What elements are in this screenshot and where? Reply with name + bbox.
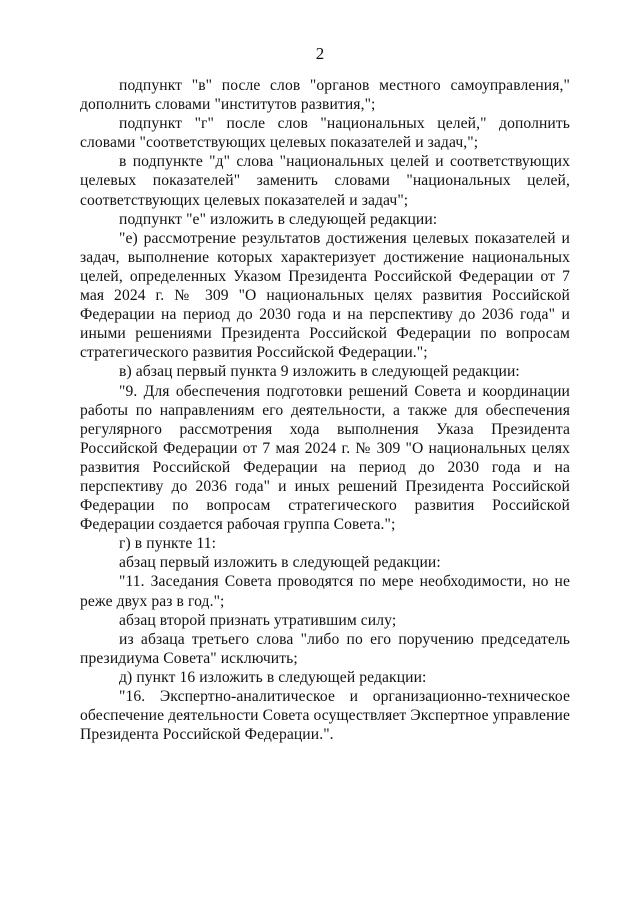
paragraph-subpoint-d: в подпункте "д" слова "национальных целей и соответствующих целевых показателей" заменить словами "национальных целей, соответствующих целевых показателей и задач"; <box>80 153 570 209</box>
paragraph-third-abzac: из абзаца третьего слова "либо по его поручению председатель президиума Совета" исключить; <box>80 630 570 667</box>
paragraph-subpoint-v: подпункт "в" после слов "органов местного самоуправления," дополнить словами "институтов развития,"; <box>80 77 570 114</box>
paragraph-subpoint-e-intro: подпункт "е" изложить в следующей редакции: <box>119 210 438 228</box>
page-number: 2 <box>315 44 325 63</box>
paragraph-subpoint-g: подпункт "г" после слов "национальных целей," дополнить словами "соответствующих целевых показателей и задач,"; <box>80 115 570 152</box>
paragraph-item-v: в) абзац первый пункта 9 изложить в следующей редакции: <box>119 363 520 381</box>
paragraph-first-abzac: абзац первый изложить в следующей редакции: <box>119 554 441 572</box>
paragraph-point-11-text: "11. Заседания Совета проводятся по мере необходимости, но не реже двух раз в год."; <box>80 573 570 610</box>
paragraph-item-d: д) пункт 16 изложить в следующей редакции: <box>119 668 427 686</box>
paragraph-item-g: г) в пункте 11: <box>119 535 217 553</box>
paragraph-point-9-text: "9. Для обеспечения подготовки решений Совета и координации работы по направлениям его деятельности, а также для обеспечения регулярного рассмотрения хода выполнения Указа Президента Российской Федерации от 7 мая 2024 г. № 309 "О национальных целях развития Российской Федерации на период до 2030 года и на перспективу до 2036 года" и иных решений Президента Российской Федерации по вопросам стратегического развития Российской Федерации создается рабочая группа Совета."; <box>80 382 570 534</box>
paragraph-point-16-text: "16. Экспертно-аналитическое и организационно-техническое обеспечение деятельности Совета осуществляет Экспертное управление Президента Российской Федерации.". <box>80 688 570 744</box>
paragraph-second-abzac: абзац второй признать утратившим силу; <box>119 611 397 629</box>
document-body <box>80 76 570 744</box>
paragraph-subpoint-e-text: "е) рассмотрение результатов достижения целевых показателей и задач, выполнение которых характеризует достижение национальных целей, определенных Указом Президента Российской Федерации от 7 мая 2024 г. № 309 "О национальных целях развития Российской Федерации на период до 2030 года и на перспективу до 2036 года" и иными решениями Президента Российской Федерации по вопросам стратегического развития Российской Федерации."; <box>80 229 570 362</box>
